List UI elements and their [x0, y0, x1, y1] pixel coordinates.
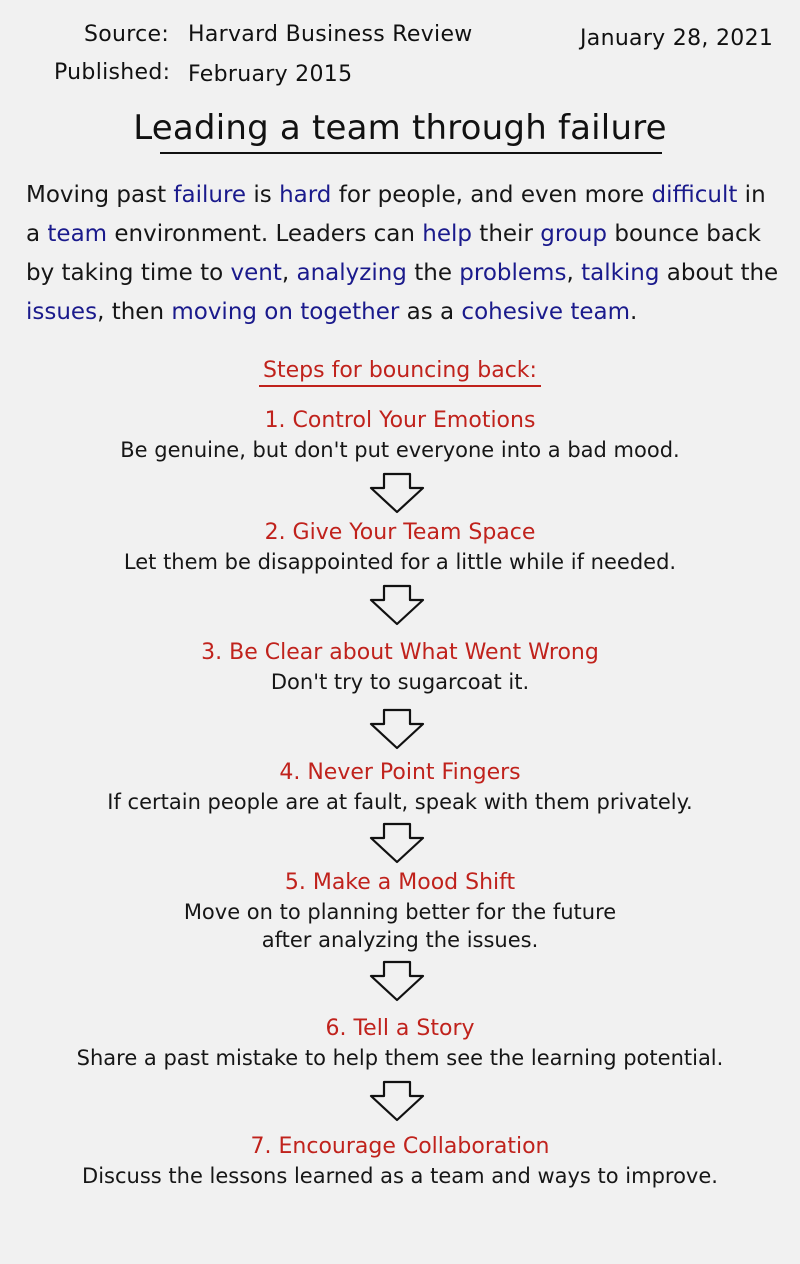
keyword: cohesive team [461, 299, 630, 325]
published-value: February 2015 [188, 62, 353, 87]
keyword: vent [230, 260, 282, 286]
step-title: 6. Tell a Story [325, 1016, 475, 1041]
step-2 [0, 518, 800, 576]
step-title: 5. Make a Mood Shift [284, 870, 516, 895]
step-description: Discuss the lessons learned as a team and ways to improve. [82, 1164, 718, 1188]
down-arrow-icon [368, 822, 426, 864]
step-title: 4. Never Point Fingers [279, 760, 521, 785]
title-underline [160, 152, 662, 154]
step-title: 7. Encourage Collaboration [250, 1134, 550, 1159]
step-description: Move on to planning better for the future [183, 900, 617, 924]
source-label: Source: [84, 22, 170, 47]
keyword: analyzing [296, 260, 407, 286]
step-5 [0, 868, 800, 954]
source-value: Harvard Business Review [188, 22, 473, 47]
keyword: issues [26, 299, 98, 325]
published-label: Published: [54, 60, 171, 85]
step-title: 1. Control Your Emotions [264, 408, 536, 433]
down-arrow-icon [368, 960, 426, 1002]
down-arrow-icon [368, 708, 426, 750]
keyword: moving on together [171, 299, 400, 325]
down-arrow-icon [368, 472, 426, 514]
step-description: If certain people are at fault, speak with them privately. [107, 790, 693, 814]
down-arrow-icon [368, 1080, 426, 1122]
step-description: Be genuine, but don't put everyone into a bad mood. [120, 438, 680, 462]
keyword: failure [173, 182, 247, 208]
step-description: Share a past mistake to help them see the learning potential. [76, 1046, 724, 1070]
page-title: Leading a team through failure [133, 108, 667, 148]
keyword: team [47, 221, 108, 247]
keyword: talking [581, 260, 660, 286]
step-description: Let them be disappointed for a little while if needed. [123, 550, 677, 574]
step-description-line-2: after analyzing the issues. [261, 928, 539, 952]
step-6 [0, 1014, 800, 1072]
step-7 [0, 1132, 800, 1190]
down-arrow-icon [368, 584, 426, 626]
keyword: group [540, 221, 608, 247]
keyword: hard [279, 182, 332, 208]
note-date: January 28, 2021 [580, 26, 774, 51]
keyword: help [422, 221, 472, 247]
step-description: Don't try to sugarcoat it. [270, 670, 530, 694]
keyword: problems [459, 260, 567, 286]
steps-heading: Steps for bouncing back: [0, 358, 800, 383]
step-3 [0, 638, 800, 696]
keyword: difficult [651, 182, 738, 208]
step-title: 2. Give Your Team Space [264, 520, 536, 545]
step-title: 3. Be Clear about What Went Wrong [201, 640, 599, 665]
step-1 [0, 406, 800, 464]
step-4 [0, 758, 800, 816]
intro-paragraph: Moving past failure is hard for people, and even more difficult in a team environment. Leaders can help their group bounce back by taking time to vent, analyzing the problems, talking about the issues, then moving on together as a cohesive team. [26, 182, 779, 325]
